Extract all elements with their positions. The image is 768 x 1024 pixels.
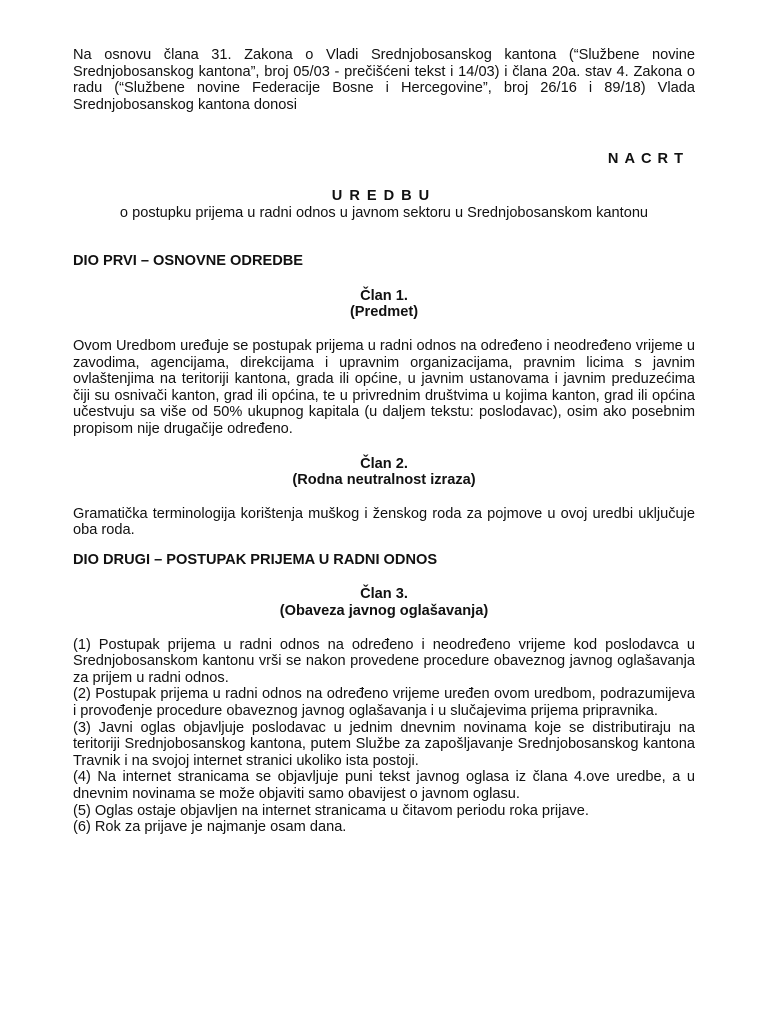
- article-3-heading: (Obaveza javnog oglašavanja): [279, 603, 489, 620]
- document-subtitle: o postupku prijema u radni odnos u javnom sektoru u Srednjobosanskom kantonu: [119, 204, 649, 221]
- article-2-heading: (Rodna neutralnost izraza): [292, 472, 476, 489]
- document-title: UREDBU: [331, 187, 437, 204]
- article-2-text: Gramatička terminologija korištenja muškog i ženskog roda za pojmove u ovoj uredbi uključuje oba roda.: [73, 505, 695, 539]
- part-one-heading: DIO PRVI – OSNOVNE ODREDBE: [73, 253, 304, 270]
- article-1-heading: (Predmet): [349, 304, 419, 321]
- article-1-number: Član 1.: [360, 287, 408, 304]
- article-3-paragraph-6: (6) Rok za prijave je najmanje osam dana.: [73, 819, 347, 836]
- article-3-number: Član 3.: [360, 586, 408, 603]
- article-3-paragraph-1: (1) Postupak prijema u radni odnos na određeno i neodređeno vrijeme kod poslodavca u Srednjobosanskom kantonu vrši se nakon provedene procedure obaveznog javnog oglašavanja za prijem u radni odnos.: [73, 636, 695, 686]
- document-page: [73, 47, 695, 836]
- article-3-paragraph-3: (3) Javni oglas objavljuje poslodavac u jednim dnevnim novinama koje se distributiraju na teritoriji Srednjobosanskog kantona, putem Službe za zapošljavanje Srednjobosanskog kantona Travnik i na svojoj internet stranici ukoliko ista postoji.: [73, 719, 695, 769]
- article-2-number: Član 2.: [360, 455, 408, 472]
- article-3-paragraph-5: (5) Oglas ostaje objavljen na internet stranicama u čitavom periodu roka prijave.: [73, 802, 589, 819]
- article-3-paragraph-4: (4) Na internet stranicama se objavljuje puni tekst javnog oglasa iz člana 4.ove uredbe, a u dnevnim novinama se može objaviti samo obavijest o javnom oglasu.: [73, 769, 695, 802]
- article-3-paragraphs: [73, 637, 695, 836]
- preamble: Na osnovu člana 31. Zakona o Vladi Srednjobosanskog kantona (“Službene novine Srednjobosanskog kantona”, broj 05/03 - prečišćeni tekst i 14/03) i člana 20a. stav 4. Zakona o radu (“Službene novine Federacije Bosne i Hercegovine”, broj 26/16 i 89/18) Vlada Srednjobosanskog kantona donosi: [73, 47, 695, 113]
- article-1-text: Ovom Uredbom uređuje se postupak prijema u radni odnos na određeno i neodređeno vrijeme u zavodima, agencijama, direkcijama i upravnim organizacijama, pravnim licima s javnim ovlaštenjima na teritoriji kantona, grada ili općine, u javnim ustanovama i javnim preduzećima čiji su osnivači kanton, grad ili općina, te u privrednim društvima u kojima kanton, grad ili općina učestvuju sa više od 50% ukupnog kapitala (u daljem tekstu: poslodavac), osim ako posebnim propisom nije drugačije određeno.: [73, 337, 695, 437]
- article-3-paragraph-2: (2) Postupak prijema u radni odnos na određeno vrijeme uređen ovom uredbom, podrazumijeva i provođenje procedure obaveznog javnog oglašavanja i u slučajevima prijema pripravnika.: [73, 686, 695, 720]
- part-two-heading: DIO DRUGI – POSTUPAK PRIJEMA U RADNI ODNOS: [73, 551, 438, 568]
- draft-label: NACRT: [607, 151, 689, 168]
